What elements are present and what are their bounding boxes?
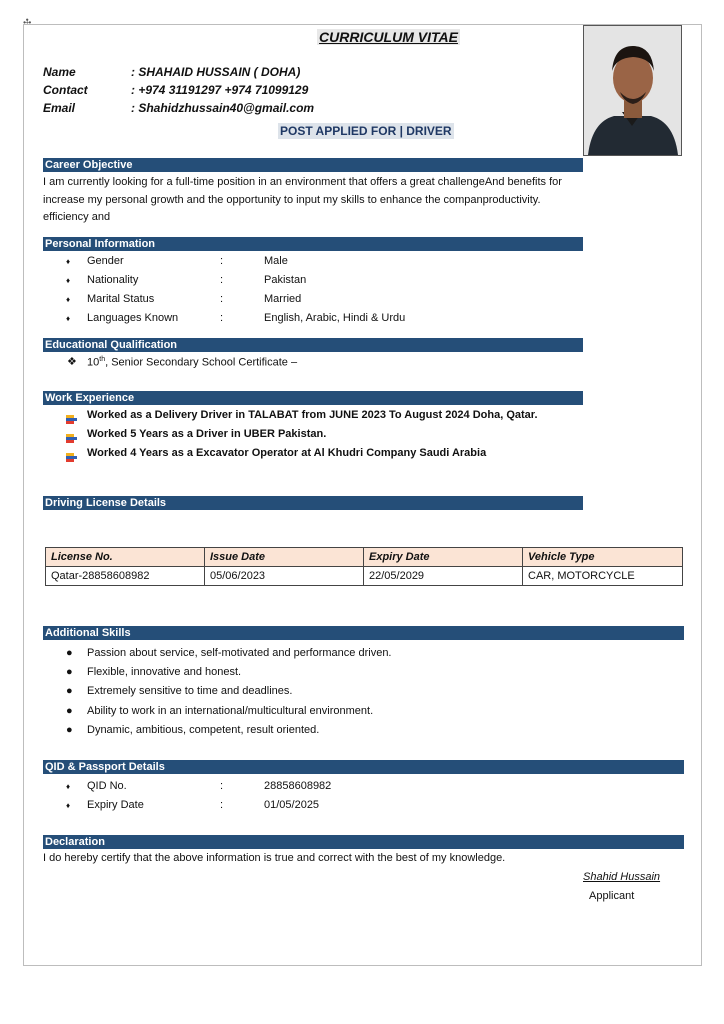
table-header-row [46,548,683,567]
personal-colon: : [220,255,224,267]
table-header-cell: Issue Date [205,548,364,567]
diamond-bullet-icon: ♦ [66,314,71,323]
personal-value: Pakistan [264,274,307,286]
arrow-bullet-icon [66,449,77,467]
table-row [46,567,683,586]
personal-label: Gender [87,255,124,267]
arrow-bullet-icon [66,411,77,429]
section-driving-license: Driving License Details [43,496,583,510]
name-label: Name [43,65,76,79]
work-item: Worked 4 Years as a Excavator Operator at Al Khudri Company Saudi Arabia [87,447,487,459]
dot-bullet-icon: ● [66,705,73,717]
qid-colon: : [220,799,224,811]
section-career-objective: Career Objective [43,158,583,172]
skill-item: Passion about service, self-motivated and performance driven. [87,647,392,659]
diamond-bullet-icon: ♦ [66,295,71,304]
skill-item: Ability to work in an international/multicultural environment. [87,705,374,717]
arrow-bullet-icon [66,430,77,448]
education-grade: 10 [87,356,100,369]
education-bullet-icon: ❖ [67,356,77,368]
person-photo [583,25,682,156]
table-cell: Qatar-28858608982 [46,567,205,586]
signature-name: Shahid Hussain [583,871,661,883]
education-item [87,356,297,369]
contact-value: : +974 31191297 +974 71099129 [131,83,309,97]
personal-colon: : [220,274,224,286]
applicant-label: Applicant [589,890,635,902]
qid-label: QID No. [87,780,127,792]
section-personal-information: Personal Information [43,237,583,251]
declaration-text: I do hereby certify that the above information is true and correct with the best of my knowledge. [43,852,506,864]
skill-item: Extremely sensitive to time and deadlines. [87,685,293,697]
career-line: efficiency and [43,211,111,223]
work-item: Worked as a Delivery Driver in TALABAT from JUNE 2023 To August 2024 Doha, Qatar. [87,409,538,421]
qid-colon: : [220,780,224,792]
table-cell: 05/06/2023 [205,567,364,586]
name-value: : SHAHAID HUSSAIN ( DOHA) [131,65,301,79]
diamond-bullet-icon: ♦ [66,782,71,791]
cv-page [23,24,702,966]
dot-bullet-icon: ● [66,666,73,678]
career-line: increase my personal growth and the opportunity to input my skills to enhance the companproductivity. [43,193,541,206]
diamond-bullet-icon: ♦ [66,276,71,285]
section-qid-passport: QID & Passport Details [43,760,684,774]
skill-item: Flexible, innovative and honest. [87,666,242,678]
diamond-bullet-icon: ♦ [66,801,71,810]
dot-bullet-icon: ● [66,685,73,697]
career-line: I am currently looking for a full-time position in an environment that offers a great challengeAnd benefits for [43,176,562,188]
education-sup: th [99,356,106,363]
email-value[interactable]: : Shahidzhussain40@gmail.com [131,101,315,115]
contact-label: Contact [43,83,88,97]
table-cell: 22/05/2029 [364,567,523,586]
career-objective-text [43,174,683,227]
post-applied: POST APPLIED FOR | DRIVER [280,124,452,138]
personal-label: Marital Status [87,293,155,305]
table-header-cell: Vehicle Type [523,548,683,567]
personal-colon: : [220,293,224,305]
skill-item: Dynamic, ambitious, competent, result oriented. [87,724,320,736]
qid-label: Expiry Date [87,799,144,811]
section-declaration: Declaration [43,835,684,849]
personal-value: Married [264,293,302,305]
section-educational-qualification: Educational Qualification [43,338,583,352]
personal-value: English, Arabic, Hindi & Urdu [264,312,406,324]
section-additional-skills: Additional Skills [43,626,684,640]
section-work-experience: Work Experience [43,391,583,405]
personal-label: Languages Known [87,312,179,324]
education-text: , Senior Secondary School Certificate – [105,356,298,369]
diamond-bullet-icon: ♦ [66,257,71,266]
dot-bullet-icon: ● [66,647,73,659]
dot-bullet-icon: ● [66,724,73,736]
email-label: Email [43,101,76,115]
qid-value: 28858608982 [264,780,332,792]
table-header-cell: Expiry Date [364,548,523,567]
page-title: CURRICULUM VITAE [319,29,458,45]
table-cell: CAR, MOTORCYCLE [523,567,683,586]
personal-colon: : [220,312,224,324]
personal-label: Nationality [87,274,139,286]
license-table [45,547,683,586]
work-item: Worked 5 Years as a Driver in UBER Pakistan. [87,428,327,440]
qid-value: 01/05/2025 [264,799,320,811]
table-header-cell: License No. [46,548,205,567]
personal-value: Male [264,255,288,267]
